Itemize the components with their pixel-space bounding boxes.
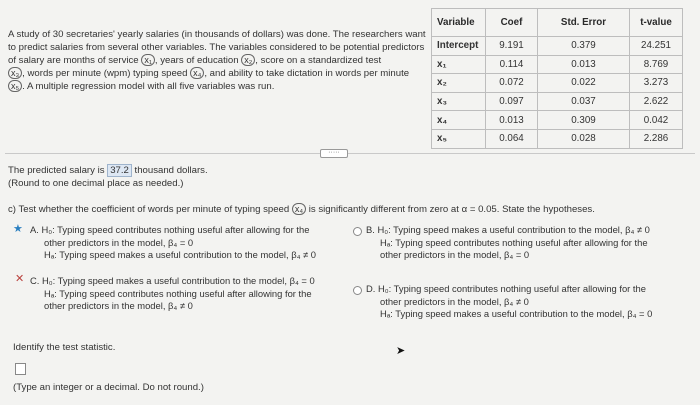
cell-t-value: 2.286: [630, 129, 683, 148]
table-row: [432, 74, 683, 93]
table-row: [432, 92, 683, 111]
test-statistic-hint: (Type an integer or a decimal. Do not round.): [13, 382, 204, 393]
predicted-salary-answer[interactable]: 37.2: [107, 164, 132, 177]
var-x1-circled: x₁: [141, 54, 155, 66]
test-statistic-label: Identify the test statistic.: [13, 342, 116, 353]
option-d[interactable]: D. H₀: Typing speed contributes nothing useful after allowing for the other predictors in the model, β₄ ≠ 0 Hₐ: Typing speed makes a useful contribution to the model, β₄ = 0: [366, 283, 653, 319]
option-c[interactable]: C. H₀: Typing speed makes a useful contribution to the model, β₄ = 0 Hₐ: Typing speed contributes nothing useful after allowing for the other predictors in the model, β₄ ≠ 0: [30, 275, 315, 311]
header-variable: Variable: [432, 9, 486, 37]
var-x3-circled: x₃: [8, 67, 22, 79]
predicted-salary-line: The predicted salary is 37.2 thousand dollars.: [8, 165, 208, 176]
regression-table: [431, 8, 683, 149]
intro-line-3: of salary are months of service x₁ , years of education x₂ , score on a standardized test: [8, 55, 382, 66]
table-header-row: [432, 9, 683, 37]
cell-std-error: 0.037: [538, 92, 630, 111]
option-a-letter: A.: [30, 224, 39, 235]
cell-std-error: 0.379: [538, 37, 630, 56]
cell-t-value: 8.769: [630, 55, 683, 74]
option-c-letter: C.: [30, 275, 40, 286]
cell-t-value: 2.622: [630, 92, 683, 111]
cell-variable: x₄: [432, 111, 486, 130]
problem-intro: [8, 28, 448, 93]
option-d-radio[interactable]: [353, 286, 362, 295]
table-row: [432, 111, 683, 130]
cell-variable: x₁: [432, 55, 486, 74]
option-a[interactable]: A. H₀: Typing speed contributes nothing useful after allowing for the other predictors in the model, β₄ = 0 Hₐ: Typing speed makes a useful contribution to the model, β₄ ≠ 0: [30, 224, 316, 260]
var-x4-circled: x₄: [292, 203, 306, 215]
var-x2-circled: x₂: [241, 54, 255, 66]
cell-coef: 0.114: [486, 55, 538, 74]
cell-coef: 0.064: [486, 129, 538, 148]
cell-variable: x₅: [432, 129, 486, 148]
cell-coef: 9.191: [486, 37, 538, 56]
mouse-cursor-icon: ➤: [396, 345, 406, 357]
section-divider: [5, 153, 695, 154]
cell-variable: x₂: [432, 74, 486, 93]
rounding-note: (Round to one decimal place as needed.): [8, 178, 184, 189]
expand-button[interactable]: ·····: [320, 149, 348, 158]
var-x4-circled: x₄: [190, 67, 204, 79]
header-coef: Coef: [486, 9, 538, 37]
var-x5-circled: x₅: [8, 80, 22, 92]
cell-std-error: 0.013: [538, 55, 630, 74]
table-row: [432, 55, 683, 74]
intro-line-5: x₅ . A multiple regression model with all five variables was run.: [8, 80, 448, 93]
cell-t-value: 3.273: [630, 74, 683, 93]
cell-t-value: 0.042: [630, 111, 683, 130]
cell-std-error: 0.309: [538, 111, 630, 130]
cell-coef: 0.013: [486, 111, 538, 130]
cell-coef: 0.097: [486, 92, 538, 111]
test-statistic-input[interactable]: [15, 363, 26, 375]
table-row: [432, 129, 683, 148]
incorrect-x-icon: ✕: [15, 273, 25, 285]
intro-line-4: x₃ , words per minute (wpm) typing speed x₄ , and ability to take dictation in words per minute: [8, 67, 448, 80]
cell-variable: Intercept: [432, 37, 486, 56]
option-d-letter: D.: [366, 283, 376, 294]
cell-std-error: 0.022: [538, 74, 630, 93]
header-t-value: t-value: [630, 9, 683, 37]
option-b-letter: B.: [366, 224, 375, 235]
option-b-radio[interactable]: [353, 227, 362, 236]
intro-line-1: A study of 30 secretaries' yearly salaries (in thousands of dollars) was done. The researchers want: [8, 29, 426, 40]
question-c: c) Test whether the coefficient of words per minute of typing speed x₄ is significantly different from zero at α = 0.05. State the hypotheses.: [8, 204, 595, 215]
intro-line-2: to predict salaries from several other variables. The variables considered to be potential predictors: [8, 42, 425, 53]
table-row: [432, 37, 683, 56]
cell-t-value: 24.251: [630, 37, 683, 56]
option-b[interactable]: B. H₀: Typing speed makes a useful contribution to the model, β₄ ≠ 0 Hₐ: Typing speed contributes nothing useful after allowing for the other predictors in the model, β₄ = 0: [366, 224, 650, 260]
cell-variable: x₃: [432, 92, 486, 111]
cell-coef: 0.072: [486, 74, 538, 93]
header-std-error: Std. Error: [538, 9, 630, 37]
cell-std-error: 0.028: [538, 129, 630, 148]
correct-star-icon: ★: [13, 223, 23, 235]
